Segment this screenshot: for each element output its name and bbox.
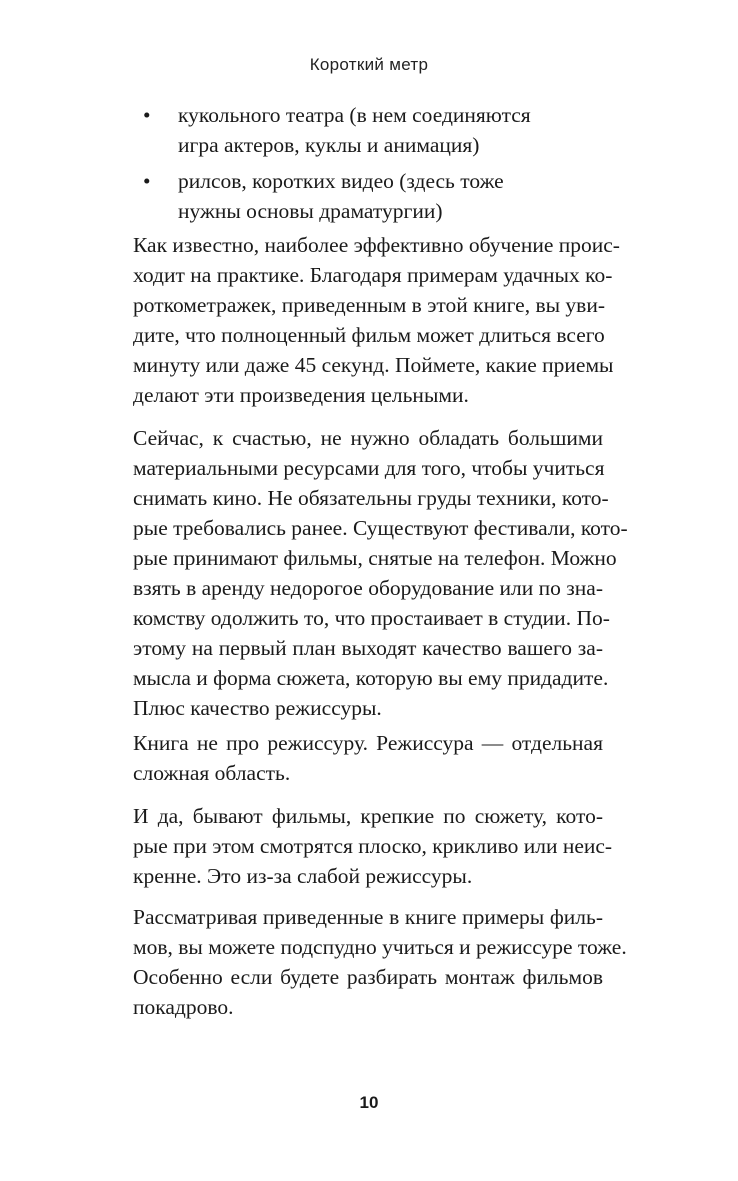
bullet-item (133, 166, 603, 226)
bullet-symbol: • (143, 103, 151, 127)
text-line: мысла и форма сюжета, которую вы ему придадите. (133, 666, 609, 690)
text-line: Рассматривая приведенные в книге примеры филь- (133, 905, 603, 929)
text-line: Книга не про режиссуру. Режиссура — отдельная (133, 731, 603, 755)
text-line: Плюс качество режиссуры. (133, 696, 382, 720)
text-line: рые принимают фильмы, снятые на телефон. Можно (133, 546, 617, 570)
text-line: кренне. Это из-за слабой режиссуры. (133, 864, 473, 888)
bullet-line: игра актеров, куклы и анимация) (178, 133, 480, 157)
bullet-line: рилсов, коротких видео (здесь тоже (178, 169, 504, 193)
page-number: 10 (359, 1093, 379, 1112)
bullet-item (133, 100, 603, 160)
bullet-symbol: • (143, 169, 151, 193)
text-line: Особенно если будете разбирать монтаж фильмов (133, 965, 603, 989)
text-line: Как известно, наиболее эффективно обучение проис- (133, 233, 620, 257)
paragraph (133, 801, 613, 891)
text-line: ходит на практике. Благодаря примерам удачных ко- (133, 263, 613, 287)
text-line: материальными ресурсами для того, чтобы учиться (133, 456, 605, 480)
text-line: сложная область. (133, 761, 291, 785)
text-line: И да, бывают фильмы, крепкие по сюжету, кото- (133, 804, 603, 828)
text-line: дите, что полноценный фильм может длиться всего (133, 323, 605, 347)
paragraph (133, 230, 620, 410)
text-line: минуту или даже 45 секунд. Поймете, какие приемы (133, 353, 614, 377)
text-line: Сейчас, к счастью, не нужно обладать большими (133, 426, 603, 450)
text-line: покадрово. (133, 995, 234, 1019)
text-line: мов, вы можете подспудно учиться и режиссуре тоже. (133, 935, 627, 959)
text-line: рые требовались ранее. Существуют фестивали, кото- (133, 516, 628, 540)
text-line: взять в аренду недорогое оборудование или по зна- (133, 576, 603, 600)
paragraph (133, 728, 603, 788)
text-line: рые при этом смотрятся плоско, крикливо или неис- (133, 834, 613, 858)
text-line: роткометражек, приведенным в этой книге, вы уви- (133, 293, 606, 317)
paragraph (133, 902, 627, 1022)
bullet-line: кукольного театра (в нем соединяются (178, 103, 531, 127)
bullet-line: нужны основы драматургии) (178, 199, 443, 223)
paragraph (133, 423, 628, 723)
running-header: Короткий метр (309, 55, 429, 74)
bullet-list (133, 100, 603, 232)
text-line: этому на первый план выходят качество вашего за- (133, 636, 603, 660)
text-line: делают эти произведения цельными. (133, 383, 469, 407)
text-line: комству одолжить то, что простаивает в студии. По- (133, 606, 610, 630)
text-line: снимать кино. Не обязательны груды техники, кото- (133, 486, 609, 510)
